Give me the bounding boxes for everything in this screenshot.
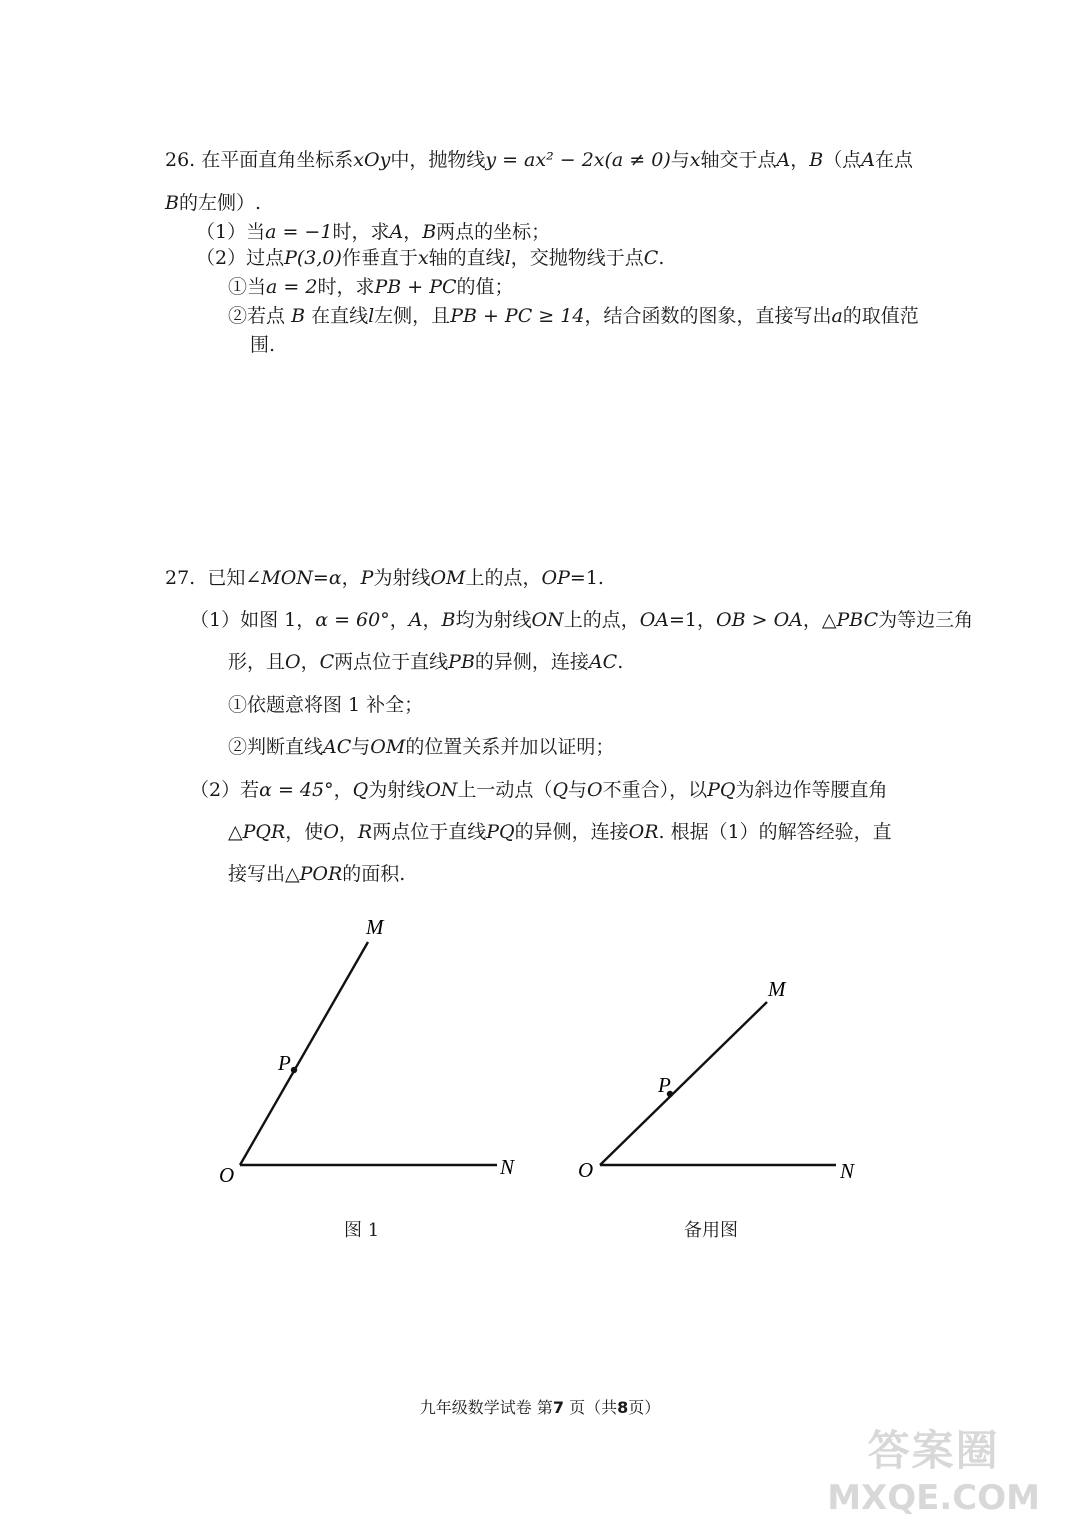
point-p bbox=[291, 1067, 297, 1073]
q26-line2: B的左侧）. bbox=[165, 192, 262, 214]
q26-part2: （2）过点P(3,0)作垂直于x轴的直线l，交抛物线于点C. bbox=[196, 247, 665, 269]
q27-sub2: ②判断直线AC与OM的位置关系并加以证明； bbox=[228, 736, 615, 758]
label-n-2: N bbox=[840, 1159, 855, 1183]
label-m: M bbox=[366, 915, 384, 939]
label-o: O bbox=[219, 1163, 235, 1187]
figure-1-caption: 图 1 bbox=[344, 1220, 380, 1241]
watermark: 答案圈 MXQE.COM bbox=[827, 1426, 1040, 1518]
q27-part1: （1）如图 1，α = 60°，A，B均为射线ON上的点，OA=1，OB > OA，△PBC为等边三角 bbox=[190, 609, 974, 631]
q27-part1-cont: 形，且O，C两点位于直线PB的异侧，连接AC. bbox=[228, 651, 624, 673]
q26-sub2: ②若点 B 在直线l左侧，且PB + PC ≥ 14，结合函数的图象，直接写出a的取值范 bbox=[228, 305, 919, 327]
q26-sub1: ①当a = 2时，求PB + PC的值； bbox=[228, 276, 514, 298]
label-p-2: P bbox=[658, 1073, 671, 1097]
page-footer: 九年级数学试卷 第7 页（共8页） bbox=[419, 1398, 661, 1417]
q26-sub2-cont: 围. bbox=[250, 334, 276, 356]
q27-part2-cont: △PQR，使O，R两点位于直线PQ的异侧，连接OR. 根据（1）的解答经验，直 bbox=[228, 821, 892, 843]
q27-line1: 27. 已知∠MON=α，P为射线OM上的点，OP=1. bbox=[165, 567, 604, 589]
q27-sub1: ①依题意将图 1 补全； bbox=[228, 694, 424, 716]
label-m-2: M bbox=[768, 977, 786, 1001]
ray-om bbox=[240, 942, 368, 1165]
ray-om-2 bbox=[600, 1002, 767, 1165]
q27-part2-cont2: 接写出△POR的面积. bbox=[228, 863, 406, 885]
q26-part1: （1）当a = −1时，求A，B两点的坐标； bbox=[196, 221, 551, 243]
label-p: P bbox=[278, 1051, 291, 1075]
q26-line1: 26. 在平面直角坐标系xOy中，抛物线y = ax² − 2x(a ≠ 0)与x轴交于点A，B（点A在点 bbox=[165, 149, 913, 171]
label-o-2: O bbox=[578, 1158, 594, 1182]
label-n: N bbox=[500, 1155, 515, 1179]
figure-2-caption: 备用图 bbox=[684, 1220, 738, 1241]
q27-part2: （2）若α = 45°，Q为射线ON上一动点（Q与O不重合），以PQ为斜边作等腰直角 bbox=[190, 779, 888, 801]
